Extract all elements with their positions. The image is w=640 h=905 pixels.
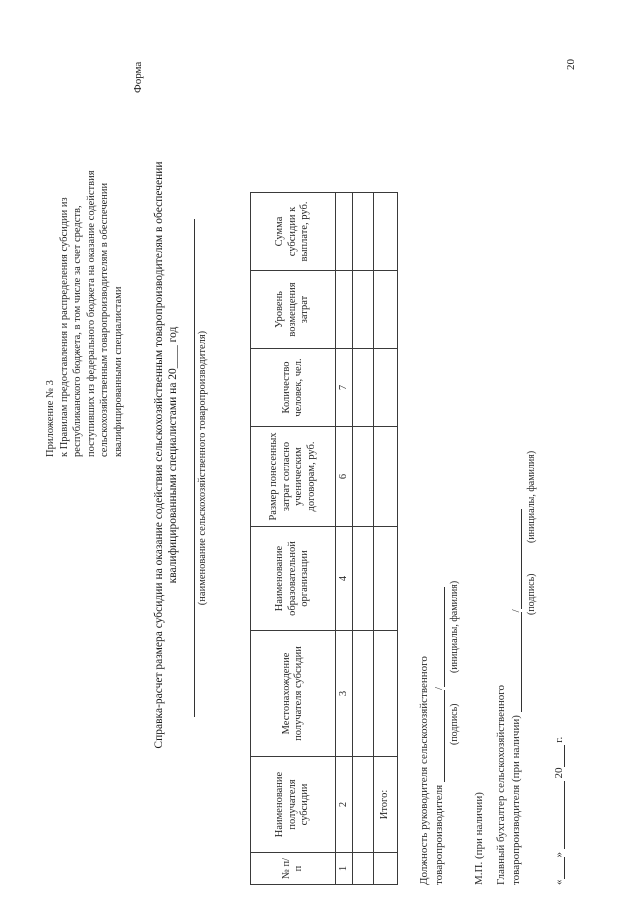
col-header-subsidy-sum: Сумма субсидии к выплате, руб. [251,193,336,271]
appendix-line-5: сельскохозяйственным товаропроизводителям в обеспечении [99,182,111,457]
col-header-reimbursement-level: Уровень возмещения затрат [251,271,336,349]
head-name-caption: (инициалы, фамилия) [449,580,460,673]
table-cell[interactable] [374,349,398,427]
table-cell[interactable] [374,427,398,527]
total-label: Итого: [374,757,398,853]
date-month-field[interactable] [552,781,565,849]
appendix-line-3: республиканского бюджета, в том числе за счет средств, [72,205,84,457]
table-cell[interactable] [374,193,398,271]
accountant-title-line-2: товаропроизводителя (при наличии) [510,715,522,885]
date-suffix: г. [553,736,565,743]
date-quote-close: » [553,852,565,858]
head-signature-row [432,587,445,885]
form-title-line-2: квалифицированными специалистами на 20____ год [167,326,179,584]
accountant-signature-row [509,509,522,885]
col-header-recipient: Наименование получателя субсидии [251,757,336,853]
head-signature-field[interactable] [432,690,445,782]
appendix-line-6: квалифицированными специалистами [112,286,124,457]
table-cell[interactable] [374,527,398,631]
form-title [152,145,180,765]
head-slash: / [433,686,445,690]
col-number-2: 2 [336,757,353,853]
appendix-block [44,27,126,457]
col-number-7 [336,271,353,349]
appendix-line-1: Приложение № 3 [45,380,56,457]
producer-name-caption: (наименование сельскохозяйственного товаропроизводителя) [197,330,208,606]
table-row [353,193,374,885]
head-title-line-1: Должность руководителя сельскохозяйственного [418,656,430,885]
subsidy-table [250,192,398,885]
accountant-slash: / [510,609,522,613]
col-number-8 [336,193,353,271]
table-cell[interactable] [353,349,374,427]
date-year-field[interactable] [552,746,565,768]
col-header-costs: Размер понесенных затрат согласно ученическим договорам, руб. [251,427,336,527]
table-cell[interactable] [374,631,398,757]
date-row [552,737,565,885]
table-cell[interactable] [353,631,374,757]
total-cell-empty [374,853,398,885]
head-title-line-2: товаропроизводителя [433,784,445,885]
table-cell[interactable] [353,527,374,631]
table-cell[interactable] [353,193,374,271]
table-cell[interactable] [353,853,374,885]
appendix-line-4: поступивших из федерального бюджета на оказание содействия [85,170,97,457]
accountant-name-field[interactable] [509,509,522,609]
date-quote-open: « [553,879,565,885]
accountant-sign-caption: (подпись) [526,573,537,615]
head-name-field[interactable] [432,587,445,687]
form-title-line-1: Справка-расчет размера субсидии на оказание содействия сельскохозяйственным товаропроизводителям в обеспечении [153,161,165,749]
date-year-prefix: 20 [553,767,565,779]
col-number-6: 7 [336,349,353,427]
date-day-field[interactable] [552,858,565,880]
col-header-institution: Наименование образовательной организации [251,527,336,631]
table-cell[interactable] [374,271,398,349]
appendix-line-2: к Правилам предоставления и распределения субсидии из [58,197,70,457]
accountant-name-caption: (инициалы, фамилия) [526,450,537,543]
table-cell[interactable] [353,757,374,853]
col-header-number: № п/п [251,853,336,885]
col-number-4: 4 [336,527,353,631]
page-number: 20 [565,59,577,70]
stamp-place: М.П. (при наличии) [473,792,485,885]
table-cell[interactable] [353,271,374,349]
col-header-location: Местонахождение получателя субсидии [251,631,336,757]
table-total-row [374,193,398,885]
form-label: Форма [132,61,144,93]
table-header-row [251,193,336,885]
accountant-signature-field[interactable] [509,612,522,712]
col-header-people: Количество человек, чел. [251,349,336,427]
head-sign-caption: (подпись) [449,703,460,745]
producer-name-field[interactable] [194,219,195,717]
col-number-5: 6 [336,427,353,527]
table-number-row [336,193,353,885]
accountant-title-line-1: Главный бухгалтер сельскохозяйственного [495,685,507,885]
col-number-1: 1 [336,853,353,885]
col-number-3: 3 [336,631,353,757]
table-cell[interactable] [353,427,374,527]
